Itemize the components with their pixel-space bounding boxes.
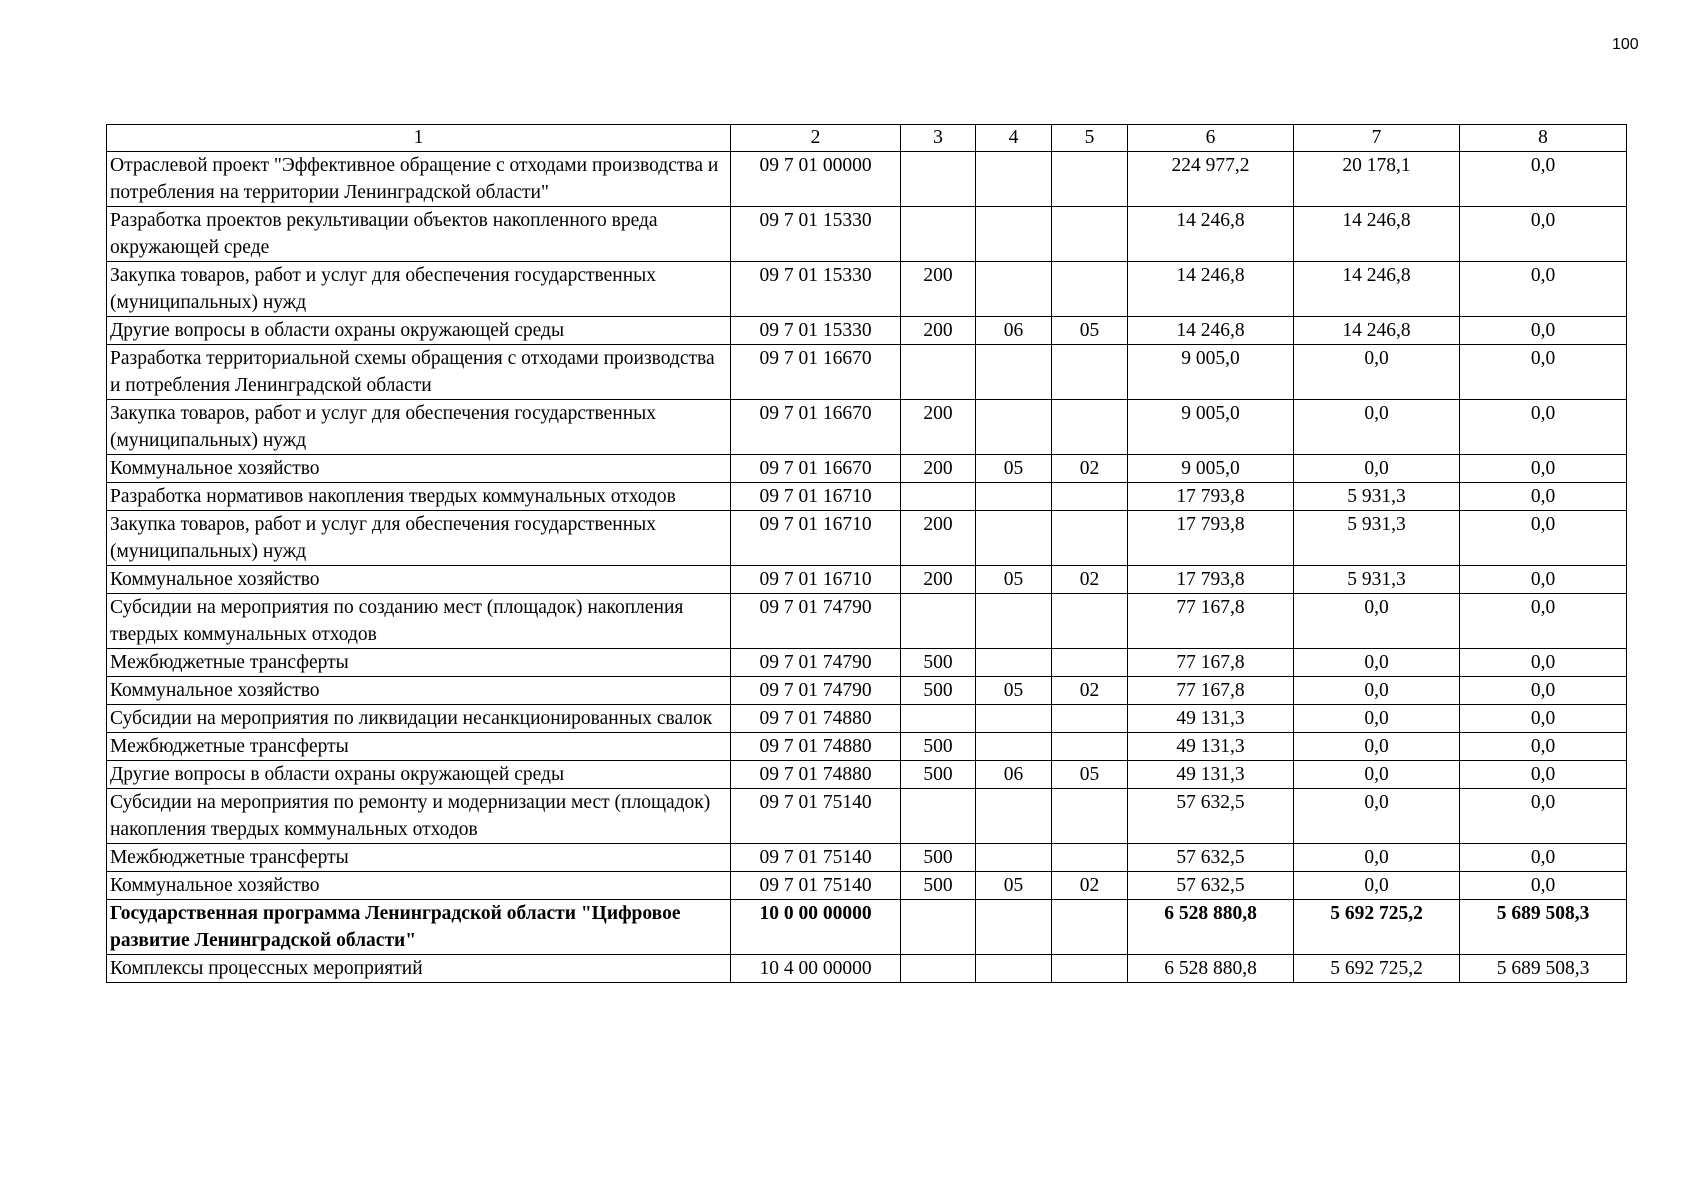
section-code <box>976 345 1052 400</box>
table-row <box>107 844 1627 872</box>
amount-col6: 57 632,5 <box>1128 872 1294 900</box>
target-article-code: 09 7 01 00000 <box>731 152 901 207</box>
amount-col7: 5 692 725,2 <box>1294 900 1460 955</box>
section-code: 06 <box>976 317 1052 345</box>
table-row <box>107 733 1627 761</box>
row-name: Субсидии на мероприятия по ремонту и модернизации мест (площадок) накопления твердых коммунальных отходов <box>107 789 731 844</box>
row-name: Закупка товаров, работ и услуг для обеспечения государственных (муниципальных) нужд <box>107 400 731 455</box>
amount-col8: 0,0 <box>1460 872 1627 900</box>
table-row <box>107 207 1627 262</box>
amount-col6: 49 131,3 <box>1128 761 1294 789</box>
table-row <box>107 955 1627 983</box>
amount-col8: 0,0 <box>1460 345 1627 400</box>
table-row <box>107 900 1627 955</box>
subsection-code: 02 <box>1052 566 1128 594</box>
subsection-code <box>1052 345 1128 400</box>
amount-col7: 5 931,3 <box>1294 483 1460 511</box>
amount-col7: 5 931,3 <box>1294 511 1460 566</box>
target-article-code: 09 7 01 15330 <box>731 207 901 262</box>
expense-type-code: 500 <box>901 761 976 789</box>
row-name: Закупка товаров, работ и услуг для обеспечения государственных (муниципальных) нужд <box>107 262 731 317</box>
amount-col6: 6 528 880,8 <box>1128 955 1294 983</box>
expense-type-code: 200 <box>901 317 976 345</box>
subsection-code: 05 <box>1052 761 1128 789</box>
amount-col6: 224 977,2 <box>1128 152 1294 207</box>
expense-type-code <box>901 483 976 511</box>
amount-col7: 0,0 <box>1294 677 1460 705</box>
amount-col6: 49 131,3 <box>1128 733 1294 761</box>
expense-type-code <box>901 345 976 400</box>
column-header: 2 <box>731 125 901 152</box>
column-header: 8 <box>1460 125 1627 152</box>
row-name: Межбюджетные трансферты <box>107 649 731 677</box>
target-article-code: 09 7 01 16710 <box>731 483 901 511</box>
amount-col7: 0,0 <box>1294 761 1460 789</box>
target-article-code: 09 7 01 75140 <box>731 872 901 900</box>
target-article-code: 09 7 01 74880 <box>731 761 901 789</box>
amount-col6: 9 005,0 <box>1128 345 1294 400</box>
section-code: 05 <box>976 677 1052 705</box>
target-article-code: 09 7 01 16670 <box>731 455 901 483</box>
target-article-code: 09 7 01 16710 <box>731 566 901 594</box>
amount-col7: 0,0 <box>1294 400 1460 455</box>
expense-type-code <box>901 900 976 955</box>
amount-col8: 0,0 <box>1460 400 1627 455</box>
section-code <box>976 511 1052 566</box>
row-name: Комплексы процессных мероприятий <box>107 955 731 983</box>
table-row <box>107 400 1627 455</box>
amount-col8: 0,0 <box>1460 455 1627 483</box>
subsection-code <box>1052 733 1128 761</box>
section-code <box>976 649 1052 677</box>
subsection-code <box>1052 705 1128 733</box>
row-name: Закупка товаров, работ и услуг для обеспечения государственных (муниципальных) нужд <box>107 511 731 566</box>
column-header: 7 <box>1294 125 1460 152</box>
subsection-code <box>1052 207 1128 262</box>
subsection-code: 02 <box>1052 677 1128 705</box>
section-code: 05 <box>976 455 1052 483</box>
table-row <box>107 789 1627 844</box>
amount-col7: 14 246,8 <box>1294 317 1460 345</box>
expense-type-code: 500 <box>901 872 976 900</box>
column-header: 6 <box>1128 125 1294 152</box>
table-row <box>107 761 1627 789</box>
target-article-code: 09 7 01 74880 <box>731 733 901 761</box>
column-header: 4 <box>976 125 1052 152</box>
target-article-code: 09 7 01 74790 <box>731 649 901 677</box>
target-article-code: 09 7 01 74790 <box>731 594 901 649</box>
amount-col7: 0,0 <box>1294 594 1460 649</box>
expense-type-code: 500 <box>901 733 976 761</box>
amount-col8: 0,0 <box>1460 152 1627 207</box>
amount-col8: 0,0 <box>1460 317 1627 345</box>
table-row <box>107 677 1627 705</box>
expense-type-code: 200 <box>901 511 976 566</box>
subsection-code <box>1052 262 1128 317</box>
amount-col6: 57 632,5 <box>1128 844 1294 872</box>
amount-col8: 0,0 <box>1460 594 1627 649</box>
amount-col8: 0,0 <box>1460 789 1627 844</box>
section-code <box>976 152 1052 207</box>
row-name: Разработка территориальной схемы обращения с отходами производства и потребления Ленинградской области <box>107 345 731 400</box>
amount-col7: 0,0 <box>1294 345 1460 400</box>
expense-type-code <box>901 207 976 262</box>
amount-col8: 0,0 <box>1460 566 1627 594</box>
expense-type-code: 200 <box>901 455 976 483</box>
row-name: Субсидии на мероприятия по ликвидации несанкционированных свалок <box>107 705 731 733</box>
amount-col7: 14 246,8 <box>1294 262 1460 317</box>
expense-type-code <box>901 152 976 207</box>
expense-type-code: 500 <box>901 677 976 705</box>
column-header: 5 <box>1052 125 1128 152</box>
row-name: Другие вопросы в области охраны окружающей среды <box>107 761 731 789</box>
amount-col6: 77 167,8 <box>1128 677 1294 705</box>
target-article-code: 09 7 01 74790 <box>731 677 901 705</box>
subsection-code <box>1052 955 1128 983</box>
subsection-code: 02 <box>1052 872 1128 900</box>
subsection-code <box>1052 152 1128 207</box>
amount-col6: 57 632,5 <box>1128 789 1294 844</box>
amount-col6: 49 131,3 <box>1128 705 1294 733</box>
row-name: Разработка нормативов накопления твердых коммунальных отходов <box>107 483 731 511</box>
amount-col6: 9 005,0 <box>1128 455 1294 483</box>
amount-col7: 0,0 <box>1294 872 1460 900</box>
column-number-row <box>107 125 1627 152</box>
target-article-code: 09 7 01 15330 <box>731 317 901 345</box>
amount-col6: 6 528 880,8 <box>1128 900 1294 955</box>
subsection-code <box>1052 789 1128 844</box>
amount-col8: 5 689 508,3 <box>1460 900 1627 955</box>
section-code <box>976 207 1052 262</box>
section-code <box>976 733 1052 761</box>
section-code <box>976 844 1052 872</box>
amount-col7: 0,0 <box>1294 844 1460 872</box>
row-name: Отраслевой проект "Эффективное обращение с отходами производства и потребления на территории Ленинградской области" <box>107 152 731 207</box>
amount-col7: 0,0 <box>1294 455 1460 483</box>
amount-col8: 0,0 <box>1460 207 1627 262</box>
table-row <box>107 262 1627 317</box>
expense-type-code <box>901 594 976 649</box>
amount-col6: 17 793,8 <box>1128 566 1294 594</box>
target-article-code: 09 7 01 16670 <box>731 345 901 400</box>
subsection-code <box>1052 594 1128 649</box>
amount-col7: 0,0 <box>1294 789 1460 844</box>
row-name: Государственная программа Ленинградской области "Цифровое развитие Ленинградской области" <box>107 900 731 955</box>
target-article-code: 09 7 01 75140 <box>731 789 901 844</box>
amount-col8: 0,0 <box>1460 483 1627 511</box>
subsection-code: 05 <box>1052 317 1128 345</box>
amount-col6: 17 793,8 <box>1128 483 1294 511</box>
subsection-code <box>1052 649 1128 677</box>
amount-col6: 14 246,8 <box>1128 317 1294 345</box>
subsection-code: 02 <box>1052 455 1128 483</box>
expense-type-code: 500 <box>901 844 976 872</box>
subsection-code <box>1052 900 1128 955</box>
subsection-code <box>1052 844 1128 872</box>
expense-type-code: 500 <box>901 649 976 677</box>
table-row <box>107 317 1627 345</box>
expense-type-code <box>901 705 976 733</box>
amount-col6: 14 246,8 <box>1128 207 1294 262</box>
target-article-code: 09 7 01 16710 <box>731 511 901 566</box>
amount-col7: 0,0 <box>1294 705 1460 733</box>
target-article-code: 10 0 00 00000 <box>731 900 901 955</box>
amount-col6: 77 167,8 <box>1128 649 1294 677</box>
section-code: 05 <box>976 872 1052 900</box>
row-name: Коммунальное хозяйство <box>107 872 731 900</box>
section-code <box>976 400 1052 455</box>
target-article-code: 09 7 01 15330 <box>731 262 901 317</box>
section-code <box>976 594 1052 649</box>
target-article-code: 10 4 00 00000 <box>731 955 901 983</box>
row-name: Субсидии на мероприятия по созданию мест (площадок) накопления твердых коммунальных отходов <box>107 594 731 649</box>
column-header: 1 <box>107 125 731 152</box>
target-article-code: 09 7 01 16670 <box>731 400 901 455</box>
amount-col8: 0,0 <box>1460 733 1627 761</box>
amount-col8: 0,0 <box>1460 677 1627 705</box>
section-code <box>976 262 1052 317</box>
amount-col7: 0,0 <box>1294 733 1460 761</box>
section-code <box>976 789 1052 844</box>
section-code: 06 <box>976 761 1052 789</box>
row-name: Межбюджетные трансферты <box>107 733 731 761</box>
amount-col7: 14 246,8 <box>1294 207 1460 262</box>
expense-type-code: 200 <box>901 566 976 594</box>
amount-col8: 0,0 <box>1460 705 1627 733</box>
amount-col7: 5 692 725,2 <box>1294 955 1460 983</box>
table-row <box>107 872 1627 900</box>
expense-type-code: 200 <box>901 262 976 317</box>
amount-col7: 5 931,3 <box>1294 566 1460 594</box>
table-row <box>107 152 1627 207</box>
section-code <box>976 900 1052 955</box>
amount-col8: 5 689 508,3 <box>1460 955 1627 983</box>
row-name: Межбюджетные трансферты <box>107 844 731 872</box>
table-row <box>107 483 1627 511</box>
amount-col8: 0,0 <box>1460 649 1627 677</box>
amount-col6: 17 793,8 <box>1128 511 1294 566</box>
column-header: 3 <box>901 125 976 152</box>
table-row <box>107 511 1627 566</box>
amount-col8: 0,0 <box>1460 511 1627 566</box>
table-row <box>107 705 1627 733</box>
amount-col8: 0,0 <box>1460 844 1627 872</box>
table-row <box>107 594 1627 649</box>
expense-type-code <box>901 789 976 844</box>
section-code <box>976 483 1052 511</box>
amount-col6: 77 167,8 <box>1128 594 1294 649</box>
section-code: 05 <box>976 566 1052 594</box>
section-code <box>976 955 1052 983</box>
target-article-code: 09 7 01 74880 <box>731 705 901 733</box>
table-row <box>107 649 1627 677</box>
expense-type-code: 200 <box>901 400 976 455</box>
subsection-code <box>1052 483 1128 511</box>
subsection-code <box>1052 400 1128 455</box>
row-name: Разработка проектов рекультивации объектов накопленного вреда окружающей среде <box>107 207 731 262</box>
row-name: Коммунальное хозяйство <box>107 455 731 483</box>
table-row <box>107 566 1627 594</box>
amount-col6: 14 246,8 <box>1128 262 1294 317</box>
expense-type-code <box>901 955 976 983</box>
budget-table <box>106 124 1627 983</box>
amount-col6: 9 005,0 <box>1128 400 1294 455</box>
table-body <box>107 152 1627 983</box>
section-code <box>976 705 1052 733</box>
table-row <box>107 455 1627 483</box>
row-name: Другие вопросы в области охраны окружающей среды <box>107 317 731 345</box>
amount-col7: 0,0 <box>1294 649 1460 677</box>
subsection-code <box>1052 511 1128 566</box>
page-number: 100 <box>1612 36 1639 53</box>
row-name: Коммунальное хозяйство <box>107 566 731 594</box>
target-article-code: 09 7 01 75140 <box>731 844 901 872</box>
amount-col7: 20 178,1 <box>1294 152 1460 207</box>
row-name: Коммунальное хозяйство <box>107 677 731 705</box>
amount-col8: 0,0 <box>1460 761 1627 789</box>
amount-col8: 0,0 <box>1460 262 1627 317</box>
table-row <box>107 345 1627 400</box>
